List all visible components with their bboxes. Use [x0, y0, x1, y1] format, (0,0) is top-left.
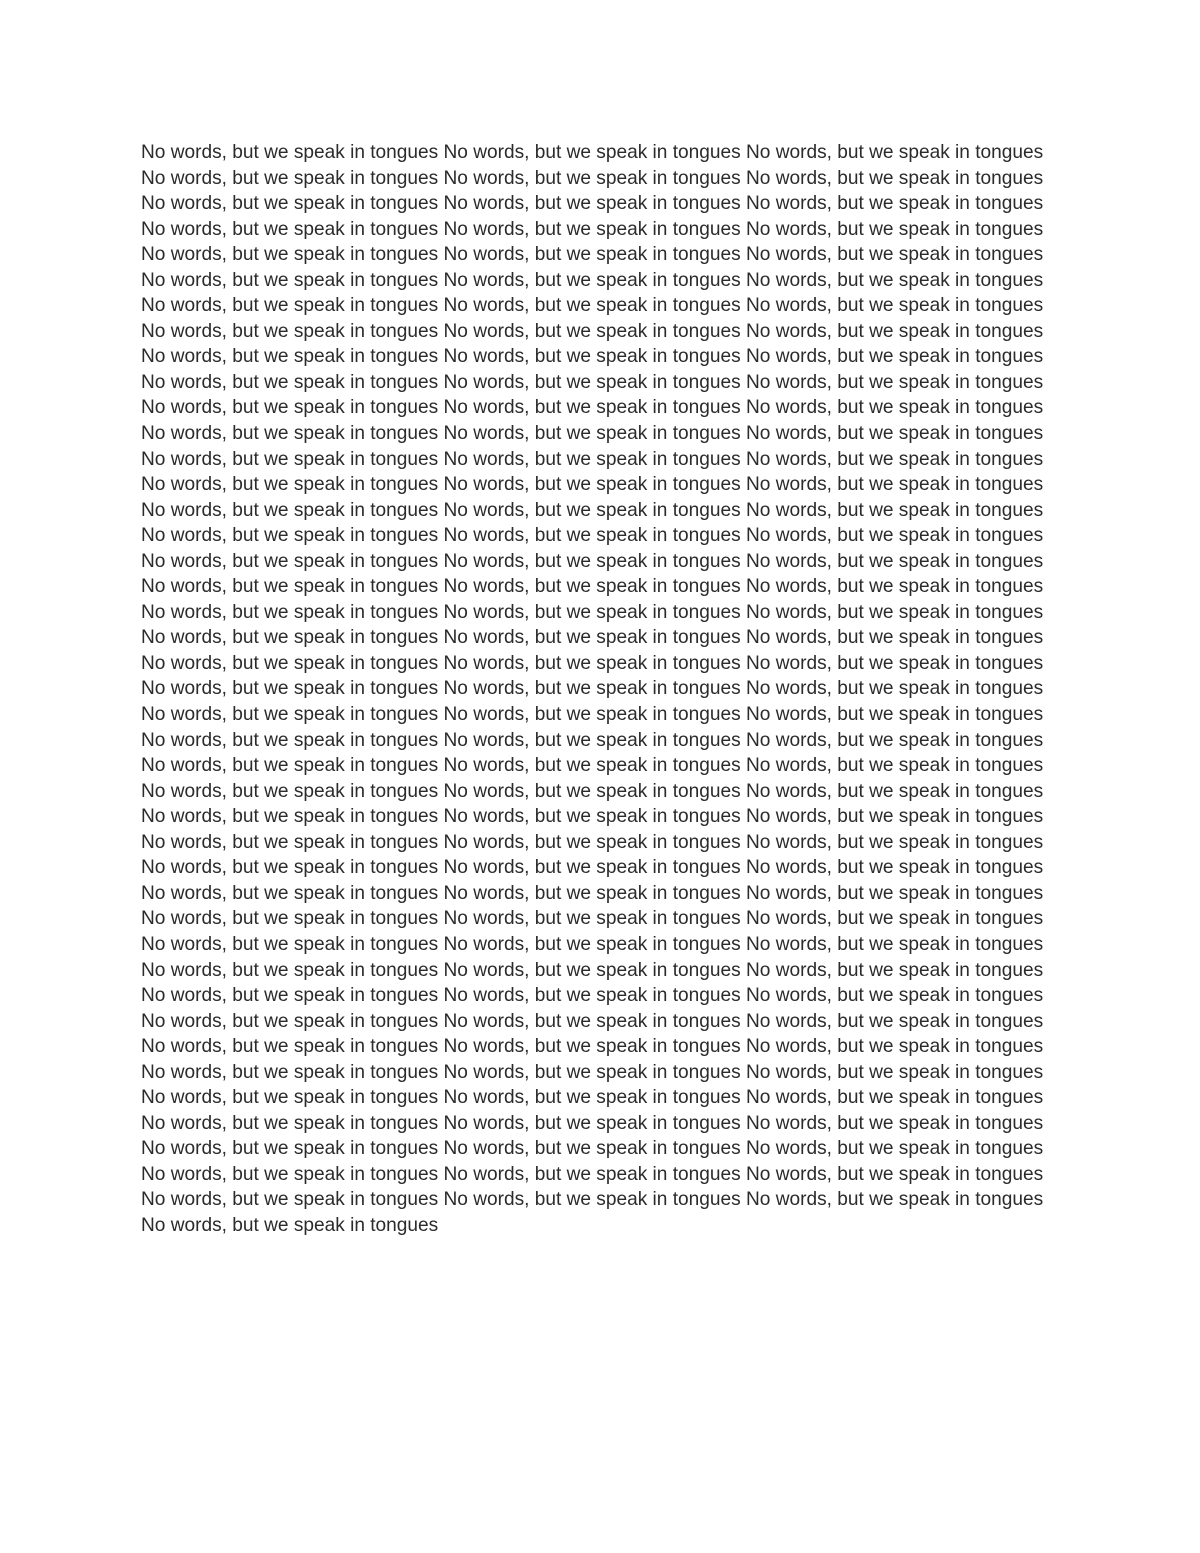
body-paragraph: No words, but we speak in tongues No words, but we speak in tongues No words, but we speak in tongues No words, but we speak in tongues No words, but we speak in tongues No words, but we speak in tongues No words, but we speak in tongues No words, but we speak in tongues No words, but we speak in tongues No words, but we speak in tongues No words, but we speak in tongues No words, but we speak in tongues No words, but we speak in tongues No words, but we speak in tongues No words, but we speak in tongues No words, but we speak in tongues No words, but we speak in tongues No words, but we speak in tongues No words, but we speak in tongues No words, but we speak in tongues No words, but we speak in tongues No words, but we speak in tongues No words, but we speak in tongues No words, but we speak in tongues No words, but we speak in tongues No words, but we speak in tongues No words, but we speak in tongues No words, but we speak in tongues No words, but we speak in tongues No words, but we speak in tongues No words, but we speak in tongues No words, but we speak in tongues No words, but we speak in tongues No words, but we speak in tongues No words, but we speak in tongues No words, but we speak in tongues No words, but we speak in tongues No words, but we speak in tongues No words, but we speak in tongues No words, but we speak in tongues No words, but we speak in tongues No words, but we speak in tongues No words, but we speak in tongues No words, but we speak in tongues No words, but we speak in tongues No words, but we speak in tongues No words, but we speak in tongues No words, but we speak in tongues No words, but we speak in tongues No words, but we speak in tongues No words, but we speak in tongues No words, but we speak in tongues No words, but we speak in tongues No words, but we speak in tongues No words, but we speak in tongues No words, but we speak in tongues No words, but we speak in tongues No words, but we speak in tongues No words, but we speak in tongues No words, but we speak in tongues No words, but we speak in tongues No words, but we speak in tongues No words, but we speak in tongues No words, but we speak in tongues No words, but we speak in tongues No words, but we speak in tongues No words, but we speak in tongues No words, but we speak in tongues No words, but we speak in tongues No words, but we speak in tongues No words, but we speak in tongues No words, but we speak in tongues No words, but we speak in tongues No words, but we speak in tongues No words, but we speak in tongues No words, but we speak in tongues No words, but we speak in tongues No words, but we speak in tongues No words, but we speak in tongues No words, but we speak in tongues No words, but we speak in tongues No words, but we speak in tongues No words, but we speak in tongues No words, but we speak in tongues No words, but we speak in tongues No words, but we speak in tongues No words, but we speak in tongues No words, but we speak in tongues No words, but we speak in tongues No words, but we speak in tongues No words, but we speak in tongues No words, but we speak in tongues No words, but we speak in tongues No words, but we speak in tongues No words, but we speak in tongues No words, but we speak in tongues No words, but we speak in tongues No words, but we speak in tongues No words, but we speak in tongues No words, but we speak in tongues No words, but we speak in tongues No words, but we speak in tongues No words, but we speak in tongues No words, but we speak in tongues No words, but we speak in tongues No words, but we speak in tongues No words, but we speak in tongues No words, but we speak in tongues No words, but we speak in tongues No words, but we speak in tongues No words, but we speak in tongues No words, but we speak in tongues No words, but we speak in tongues No words, but we speak in tongues No words, but we speak in tongues No words, but we speak in tongues No words, but we speak in tongues No words, but we speak in tongues No words, but we speak in tongues No words, but we speak in tongues No words, but we speak in tongues No words, but we speak in tongues No words, but we speak in tongues No words, but we speak in tongues No words, but we speak in tongues No words, but we speak in tongues No words, but we speak in tongues	[141, 142, 1044, 1236]
